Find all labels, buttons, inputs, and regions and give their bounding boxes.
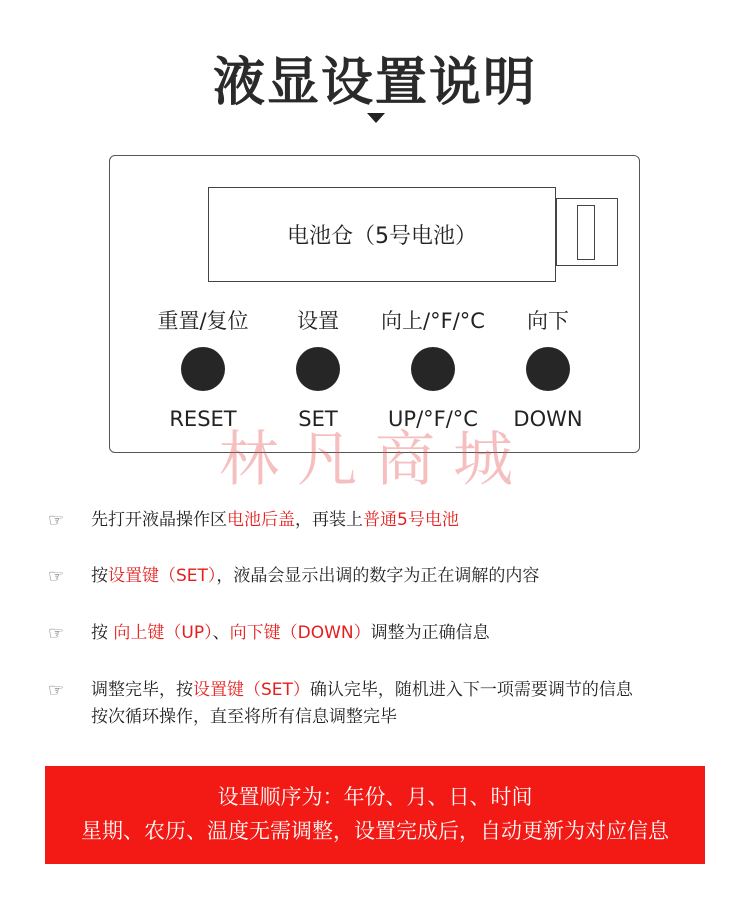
up-button[interactable]: [411, 347, 455, 391]
down-label-en: DOWN: [513, 407, 583, 431]
reset-button[interactable]: [181, 347, 225, 391]
down-button[interactable]: [526, 347, 570, 391]
banner-line-1: 设置顺序为：年份、月、日、时间: [217, 785, 533, 809]
pointing-hand-icon: ☞: [48, 680, 65, 701]
down-label-cn: 向下: [527, 309, 569, 333]
set-label-cn: 设置: [297, 309, 339, 333]
step-text: 按 向上键（UP）、向下键（DOWN）调整为正确信息: [91, 623, 490, 643]
settings-order-banner: [45, 766, 705, 864]
down-arrow-icon: [367, 113, 385, 123]
up-label-cn: 向上/°F/°C: [381, 309, 485, 333]
watermark: 林凡商城: [219, 425, 531, 495]
step-text: 按设置键（SET），液晶会显示出调的数字为正在调解的内容: [91, 566, 540, 586]
banner-line-2: 星期、农历、温度无需调整，设置完成后，自动更新为对应信息: [81, 819, 669, 843]
step-text: 先打开液晶操作区电池后盖，再装上普通5号电池: [91, 510, 459, 530]
pointing-hand-icon: ☞: [48, 510, 65, 531]
pointing-hand-icon: ☞: [48, 566, 65, 587]
page-title: 液显设置说明: [212, 53, 537, 113]
step-text: 调整完毕，按设置键（SET）确认完毕，随机进入下一项需要调节的信息 按次循环操作，直至将所有信息调整完毕: [91, 680, 633, 727]
set-button[interactable]: [296, 347, 340, 391]
pointing-hand-icon: ☞: [48, 623, 65, 644]
battery-slot: [577, 205, 595, 260]
battery-label: 电池仓（5号电池）: [287, 224, 477, 249]
reset-label-cn: 重置/复位: [157, 309, 249, 333]
up-label-en: UP/°F/°C: [388, 407, 478, 431]
set-label-en: SET: [298, 407, 338, 431]
reset-label-en: RESET: [169, 407, 237, 431]
battery-compartment: [208, 187, 556, 282]
